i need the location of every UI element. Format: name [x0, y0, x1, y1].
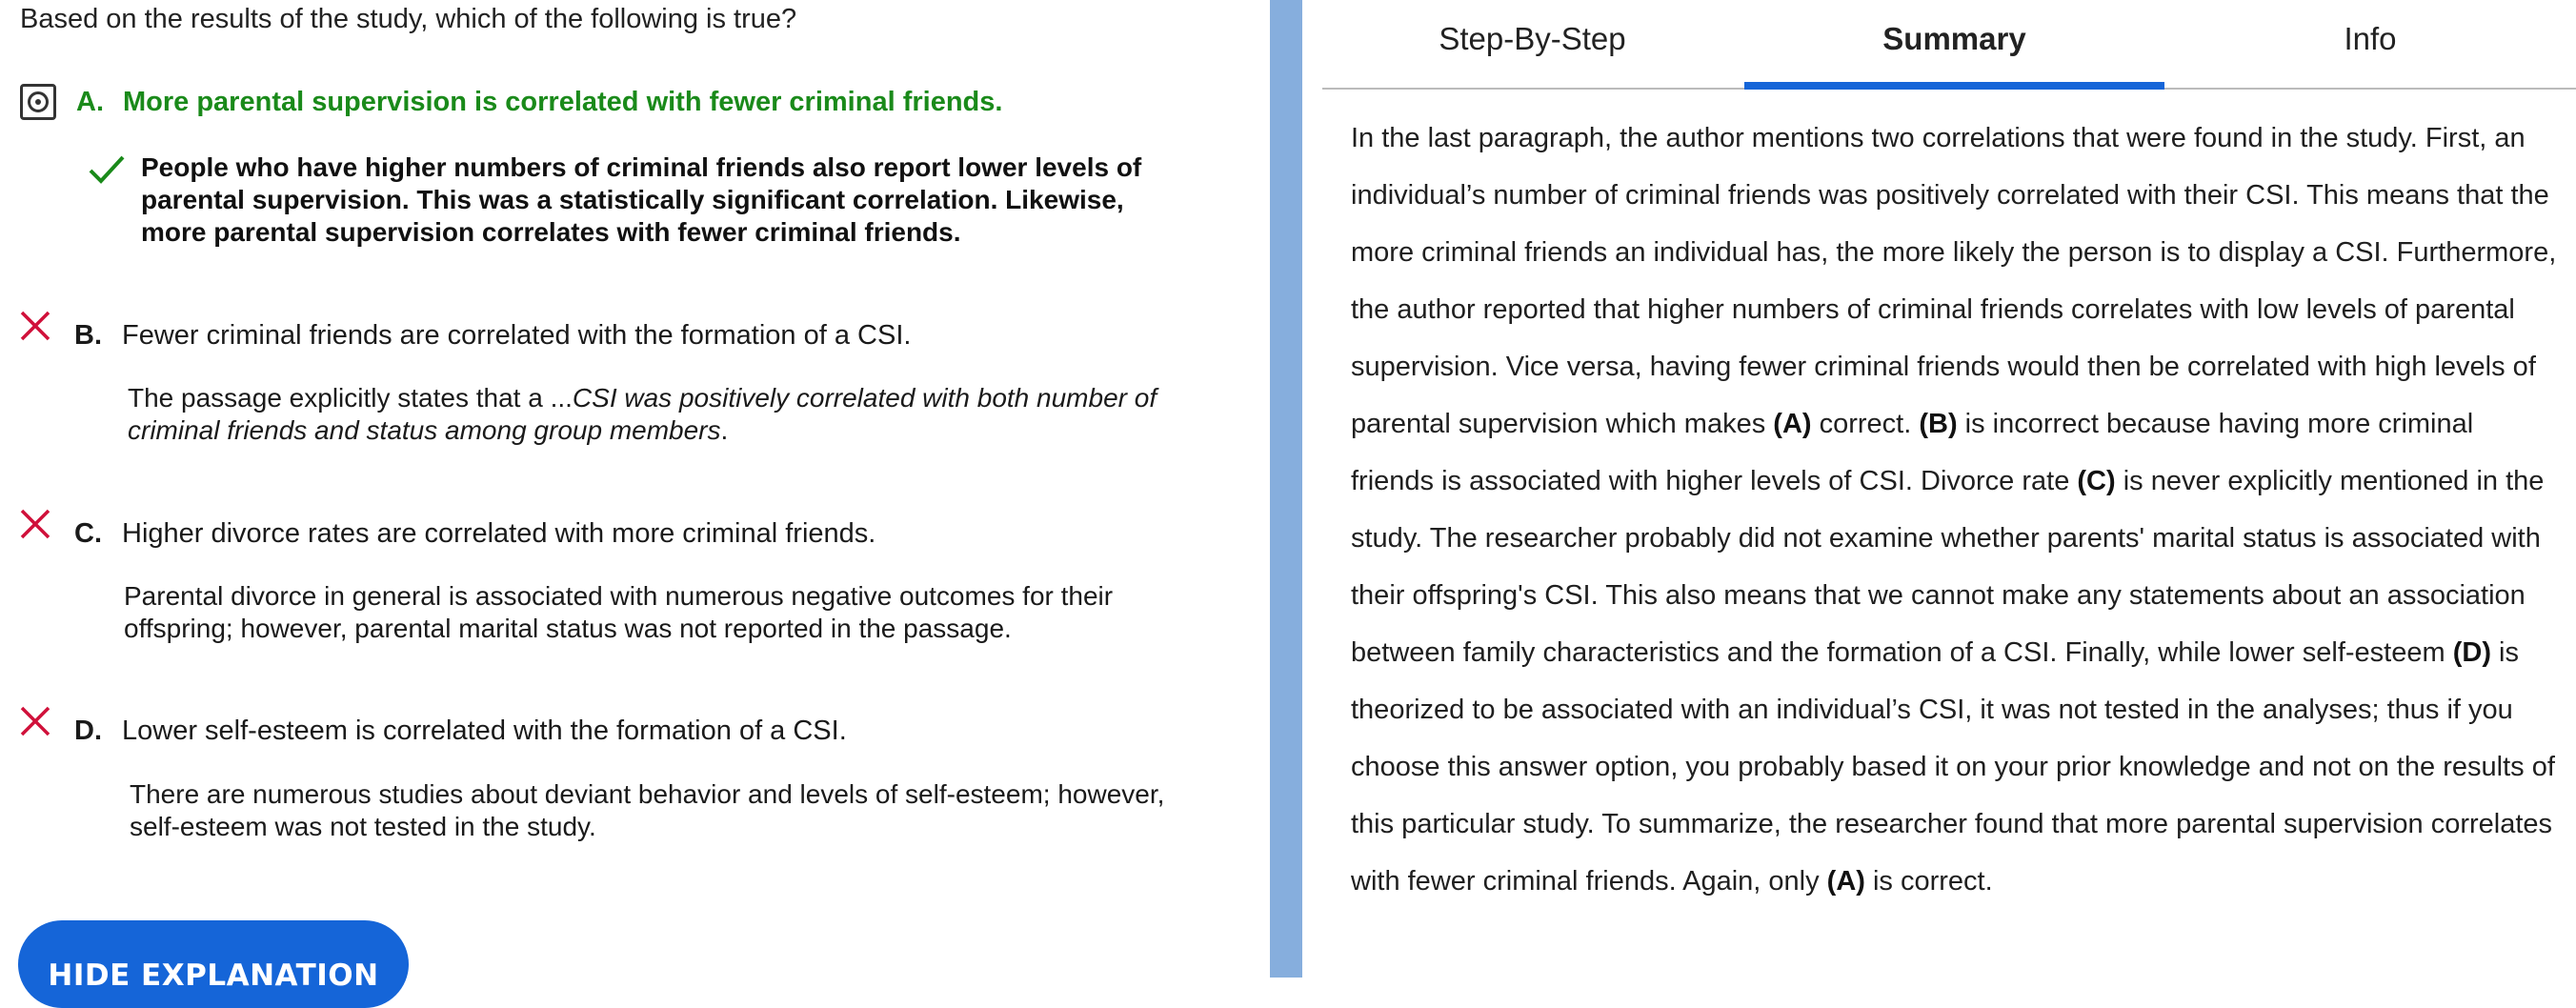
choice-a-explanation: People who have higher numbers of criminal friends also report lower levels of parental supervision. This was a statistically significant correlation. Likewise, more parental supervision correlates with fewer criminal friends.: [141, 152, 1142, 247]
checkmark-icon: [88, 154, 126, 185]
choice-b-explanation: The passage explicitly states that a ...CSI was positively correlated with both number of criminal friends and status among group members.: [128, 383, 1157, 445]
hide-explanation-button[interactable]: HIDE EXPLANATION: [18, 920, 409, 1008]
choice-c-text[interactable]: Higher divorce rates are correlated with more criminal friends.: [122, 518, 876, 549]
tab-summary[interactable]: Summary: [1882, 21, 2026, 56]
question-prompt: Based on the results of the study, which of the following is true?: [20, 4, 797, 34]
choice-a-text[interactable]: More parental supervision is correlated with fewer criminal friends.: [123, 87, 1003, 117]
choice-d-text[interactable]: Lower self-esteem is correlated with the formation of a CSI.: [122, 716, 847, 746]
tab-info[interactable]: Info: [2344, 21, 2397, 56]
summary-paragraph: In the last paragraph, the author mentions two correlations that were found in the study. First, an individual’s number of criminal friends was positively correlated with their CSI. This means that the more criminal friends an individual has, the more likely the person is to display a CSI. Furthermore, the author reported that higher numbers of criminal friends correlates with low levels of parental supervision. Vice versa, having fewer criminal friends would then be correlated with high levels of parental supervision which makes (A) correct. (B) is incorrect because having more criminal friends is associated with higher levels of CSI. Divorce rate (C) is never explicitly mentioned in the study. The researcher probably did not examine whether parents' marital status is associated with their offspring's CSI. This also means that we cannot make any statements about an association between family characteristics and the formation of a CSI. Finally, while lower self-esteem (D) is theorized to be associated with an individual’s CSI, it was not tested in the analyses; thus if you choose this answer option, you probably based it on your prior knowledge and not on the results of this particular study. To summarize, the researcher found that more parental supervision correlates with fewer criminal friends. Again, only (A) is correct.: [1351, 123, 2557, 897]
tab-step-by-step[interactable]: Step-By-Step: [1439, 21, 1626, 56]
choice-c-letter: C.: [74, 518, 102, 549]
choice-c-explanation: Parental divorce in general is associated with numerous negative outcomes for their offspring; however, parental marital status was not reported in the passage.: [124, 581, 1114, 643]
x-mark-icon: [19, 310, 51, 342]
choice-b-text[interactable]: Fewer criminal friends are correlated with the formation of a CSI.: [122, 320, 912, 351]
choice-d-letter: D.: [74, 716, 102, 746]
x-mark-icon: [19, 508, 51, 540]
choice-a-letter: A.: [76, 87, 104, 117]
radio-selected-icon[interactable]: [20, 84, 56, 120]
choice-d-explanation: There are numerous studies about deviant behavior and levels of self-esteem; however, self-esteem was not tested in the study.: [130, 779, 1165, 841]
active-tab-indicator: [1744, 82, 2164, 90]
choice-b-letter: B.: [74, 320, 102, 351]
x-mark-icon: [19, 705, 51, 737]
pane-divider[interactable]: [1270, 0, 1302, 978]
